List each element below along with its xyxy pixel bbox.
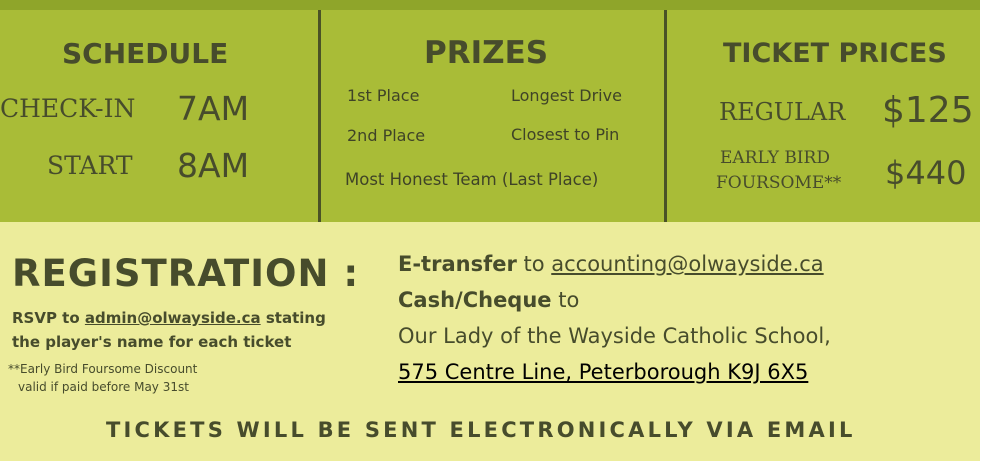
prize-closest-to-pin: Closest to Pin xyxy=(511,125,620,144)
checkin-label: CHECK-IN xyxy=(0,94,136,123)
early-bird-price: $440 xyxy=(885,154,967,192)
ticket-prices-title: TICKET PRICES xyxy=(723,38,947,69)
start-time: 8AM xyxy=(177,146,250,185)
regular-label: REGULAR xyxy=(719,98,846,126)
discount-note-line2: valid if paid before May 31st xyxy=(18,380,189,394)
top-band xyxy=(0,0,980,10)
right-edge xyxy=(980,0,985,461)
etransfer-email-link[interactable]: accounting@olwayside.ca xyxy=(551,252,824,276)
checkin-time: 7AM xyxy=(177,89,250,128)
schedule-title: SCHEDULE xyxy=(62,37,229,70)
early-bird-label-line2: FOURSOME** xyxy=(716,173,842,193)
prize-most-honest-team: Most Honest Team (Last Place) xyxy=(345,170,599,189)
divider-left xyxy=(318,10,321,222)
cash-label: Cash/Cheque xyxy=(398,288,552,312)
early-bird-label-line1: EARLY BIRD xyxy=(720,148,830,168)
start-label: START xyxy=(47,151,133,180)
rsvp-prefix: RSVP to xyxy=(12,309,85,327)
tickets-email-notice: TICKETS WILL BE SENT ELECTRONICALLY VIA EMAIL xyxy=(106,418,856,442)
rsvp-email-link[interactable]: admin@olwayside.ca xyxy=(84,309,261,327)
regular-price: $125 xyxy=(882,90,974,131)
registration-title: REGISTRATION : xyxy=(12,252,360,295)
rsvp-line1 xyxy=(12,311,326,326)
divider-right xyxy=(664,10,667,222)
etransfer-to: to xyxy=(516,252,552,276)
prizes-title: PRIZES xyxy=(424,35,549,71)
etransfer-line xyxy=(398,254,824,275)
prize-2nd-place: 2nd Place xyxy=(347,126,426,145)
cash-to: to xyxy=(551,288,580,312)
cash-line xyxy=(398,290,579,311)
rsvp-suffix: stating xyxy=(260,309,326,327)
etransfer-label: E-transfer xyxy=(398,252,517,276)
school-name: Our Lady of the Wayside Catholic School, xyxy=(398,324,831,348)
rsvp-line2: the player's name for each ticket xyxy=(12,333,292,351)
school-address-link[interactable]: 575 Centre Line, Peterborough K9J 6X5 xyxy=(398,360,809,384)
prize-longest-drive: Longest Drive xyxy=(511,86,622,105)
discount-note-line1: **Early Bird Foursome Discount xyxy=(8,362,198,376)
prize-1st-place: 1st Place xyxy=(347,86,420,105)
